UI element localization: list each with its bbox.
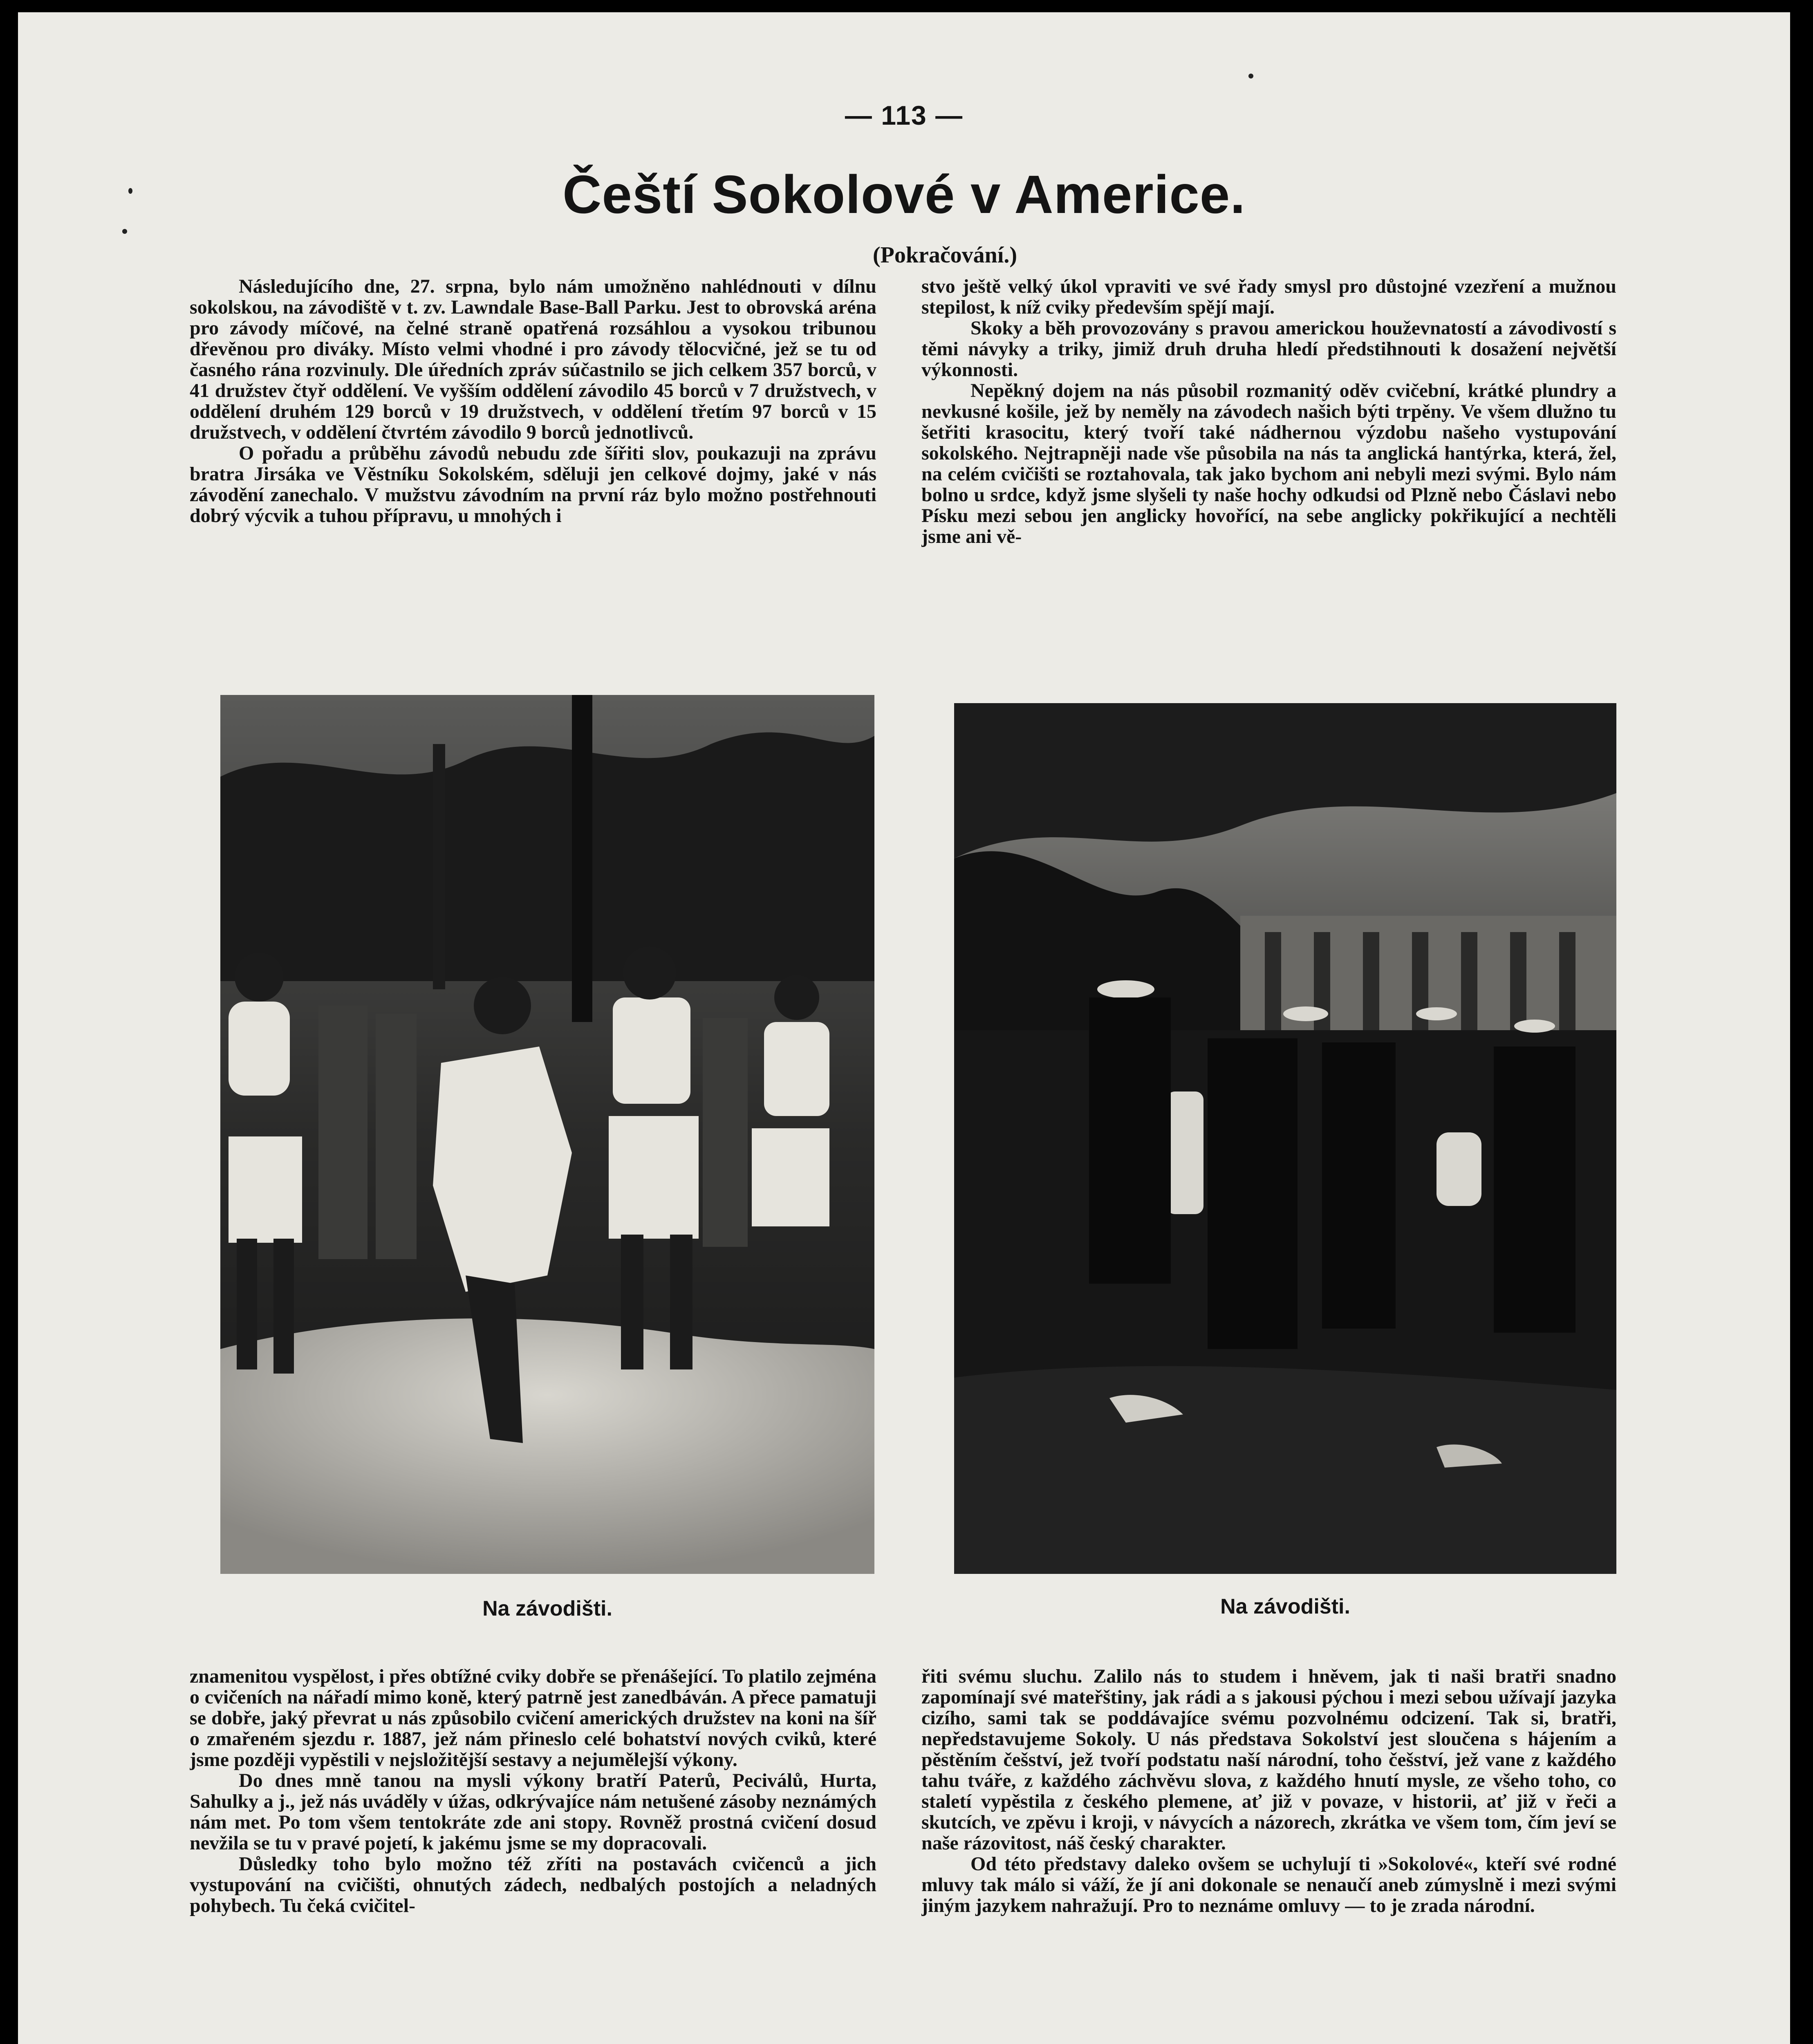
paragraph: O pořadu a průběhu závodů nebudu zde šířiti slov, poukazuji na zprávu bratra Jirsáka ve Věstníku Sokolském, sděluji jen celkové dojmy, jaké v nás závodění zanechalo. V mužstvu závodním na první ráz bylo možno postřehnouti dobrý výcvik a tuhou přípravu, u mnohých i [190, 442, 876, 527]
page-sheet [18, 12, 1790, 2044]
column-bottom-right [921, 1666, 1616, 2044]
column-top-left [190, 276, 876, 660]
photo-crowd-grandstand-image [954, 703, 1616, 1574]
photo-caption-1: Na závodišti. [482, 1597, 612, 1620]
paragraph: Důsledky toho bylo možno též zříti na postavách cvičenců a jich vystupování na cvičišti, ohnutých zádech, nedbalých postojích a neladných pohybech. Tu čeká cvičitel- [190, 1853, 876, 1916]
photo-athletes-field [220, 695, 874, 1574]
article-subtitle: (Pokračování.) [872, 242, 1017, 268]
print-speck [1248, 74, 1253, 78]
paragraph: znamenitou vyspělost, i přes obtížné cviky dobře se přenášející. To platilo zejména o cvičeních na nářadí mimo koně, který patrně jest zanedbáván. A přece pamatuji se dobře, jaký převrat u nás způsobilo cvičení amerických družstev na koni na šíř o zmařeném sjezdu r. 1887, jež nám přineslo celé bohatství nových cviků, které jsme později vypěstili v nejsložitější sestavy a nejumělejší výkony. [190, 1666, 876, 1771]
paragraph: Od této představy daleko ovšem se uchylují ti »Sokolové«, kteří své rodné mluvy tak málo si váží, že jí ani dokonale se nenaučí aneb zúmyslně i mezi svými jiným jazykem nahražují. Pro to neznáme omluvy — to je zrada národní. [921, 1853, 1616, 1916]
paragraph: Do dnes mně tanou na mysli výkony bratří Paterů, Peciválů, Hurta, Sahulky a j., jež nás uváděly v úžas, odkrývajíce nám netušené zásoby neznámých nám met. Po tom všem tentokráte zde ani stopy. Rovněž prostná cvičení dosud nevžila se tu v pravé pojetí, k jakému jsme se my dopracovali. [190, 1770, 876, 1854]
article-title: Čeští Sokolové v Americe. [563, 164, 1246, 224]
photo-caption-2: Na závodišti. [1220, 1595, 1350, 1618]
paragraph: řiti svému sluchu. Zalilo nás to studem i hněvem, jak ti naši bratři snadno zapomínají své mateřštiny, jak rádi a s jakousi pýchou i mezi sebou užívají jazyka cizího, sami tak se poddávajíce svému pozvolnému odcizení. Tak si, bratři, nepředstavujeme Sokoly. U nás představa Sokolství jest sloučena s hájením a pěstěním češství, jež tvoří podstatu naší národní, toho češství, jež vane z každého tahu tváře, z každého záchvěvu slova, z každého hnutí mysle, ze všeho toho, co staletí vypěstila z českého plemene, ať již v povaze, v historii, ať již v řeči a skutcích, ve zpěvu i kroji, v návycích a názorech, zkrátka ve všem tom, čím jeví se naše rázovitost, náš český charakter. [921, 1666, 1616, 1854]
paragraph: Následujícího dne, 27. srpna, bylo nám umožněno nahlédnouti v dílnu sokolskou, na závodiště v t. zv. Lawndale Base-Ball Parku. Jest to obrovská aréna pro závody míčové, na čelné straně opatřená rozsáhlou a vysokou tribunou dřevěnou pro diváky. Místo velmi vhodné i pro závody tělocvičné, jež se tu od časného rána rozvinuly. Dle úředních zpráv súčastnilo se jich celkem 357 borců, v 41 družstev čtyř oddělení. Ve vyšším oddělení závodilo 45 borců v 7 družstvech, v oddělení druhém 129 borců v 19 družstvech, v oddělení třetím 97 borců v 15 družstvech, v oddělení čtvrtém závodilo 9 borců jednotlivců. [190, 276, 876, 443]
paragraph: stvo ještě velký úkol vpraviti ve své řady smysl pro důstojné vzezření a mužnou stepilost, k níž cviky především spějí mají. [921, 276, 1616, 318]
paragraph: Nepěkný dojem na nás působil rozmanitý oděv cvičební, krátké plundry a nevkusné košile, jež by neměly na závodech našich býti trpěny. Ve všem dlužno tu šetřiti krasocitu, který tvoří také nádhernou výzdobu našeho vystupování sokolského. Nejtrapněji nade vše působila na nás ta anglická hantýrka, která, žel, na celém cvičišti se roztahovala, tak jako bychom ani nebyli mezi svými. Bylo nám bolno u srdce, když jsme slyšeli ty naše hochy odkudsi od Plzně nebo Čáslavi nebo Písku mezi sebou jen anglicky hovořící, na sebe anglicky pokřikující a nechtěli jsme ani vě- [921, 380, 1616, 547]
print-speck [122, 229, 127, 234]
page-number: — 113 — [845, 100, 964, 130]
column-bottom-left [190, 1666, 876, 2044]
photo-athletes-field-image [220, 695, 874, 1574]
print-speck [128, 188, 132, 194]
column-top-right [921, 276, 1616, 660]
paragraph: Skoky a běh provozovány s pravou americkou houževnatostí a závodivostí s těmi návyky a triky, jimiž druh druha hledí předstihnouti k dosažení největší výkonnosti. [921, 317, 1616, 381]
photo-crowd-grandstand [954, 703, 1616, 1574]
